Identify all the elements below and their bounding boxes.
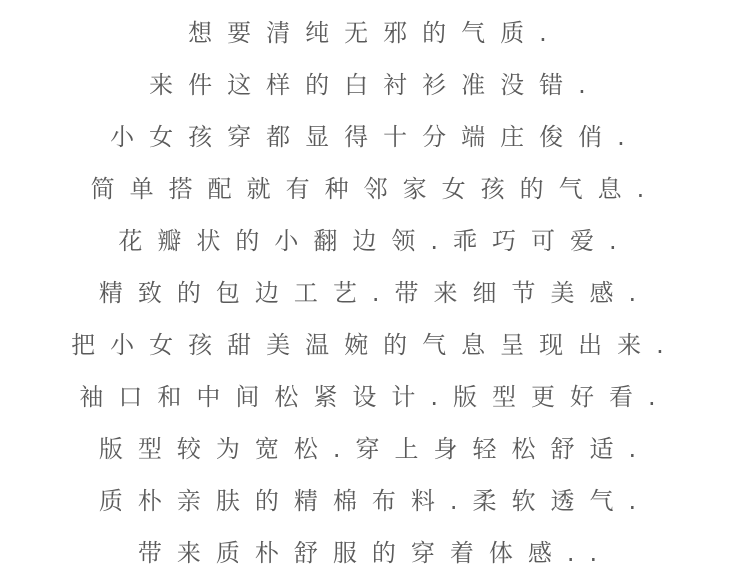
- description-line-3: 小女孩穿都显得十分端庄俊俏.: [110, 123, 640, 151]
- description-line-11: 带来质朴舒服的穿着体感..: [137, 539, 613, 567]
- description-line-6: 精致的包边工艺.带来细节美感.: [98, 279, 652, 307]
- description-line-1: 想要清纯无邪的气质.: [188, 19, 562, 47]
- product-description: [0, 7, 750, 579]
- description-line-9: 版型较为宽松.穿上身轻松舒适.: [98, 435, 652, 463]
- description-line-10: 质朴亲肤的精棉布料.柔软透气.: [98, 487, 652, 515]
- description-line-7: 把小女孩甜美温婉的气息呈现出来.: [71, 331, 679, 359]
- description-line-2: 来件这样的白衬衫准没错.: [149, 71, 601, 99]
- description-line-5: 花瓣状的小翻边领.乖巧可爱.: [118, 227, 632, 255]
- description-line-8: 袖口和中间松紧设计.版型更好看.: [79, 383, 671, 411]
- description-line-4: 简单搭配就有种邻家女孩的气息.: [90, 175, 660, 203]
